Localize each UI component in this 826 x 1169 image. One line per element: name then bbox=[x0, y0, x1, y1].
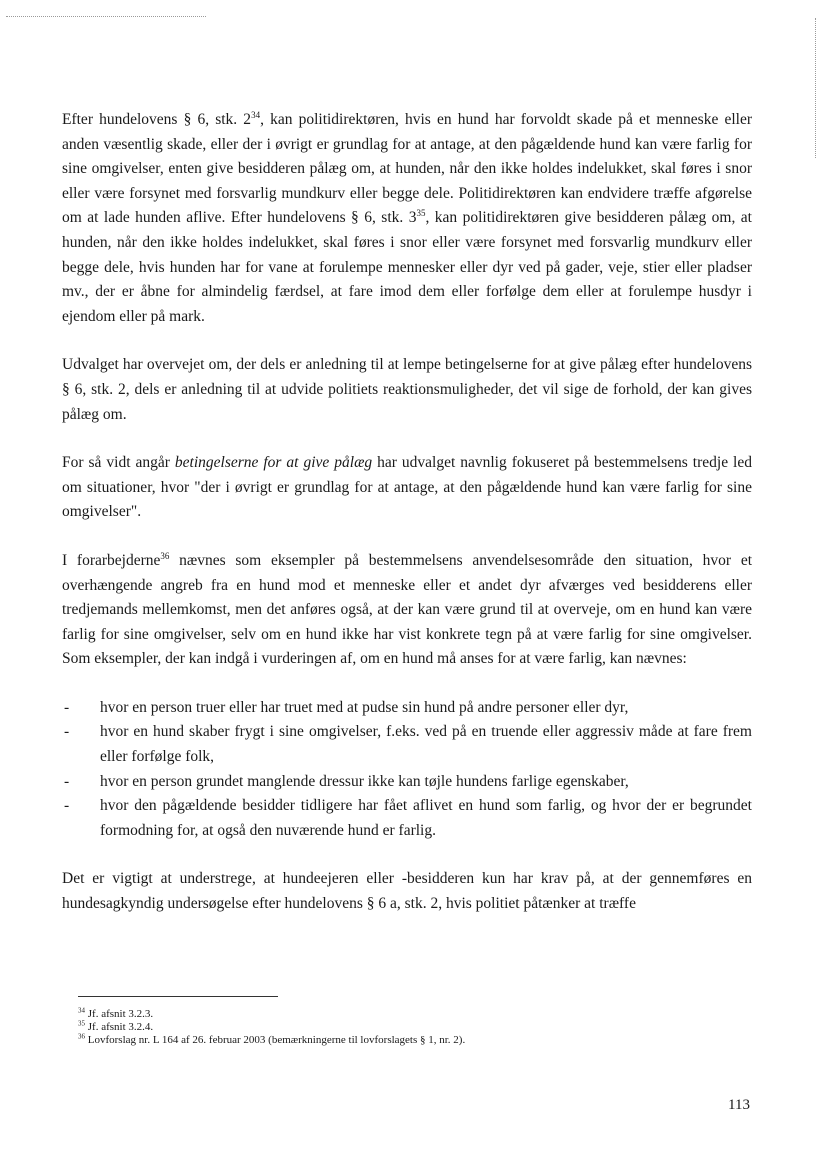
page-number: 113 bbox=[728, 1097, 750, 1113]
list-item bbox=[62, 770, 752, 795]
paragraph-text: , kan politidirektøren give besidderen pålæg om, at hunden, når den ikke holdes indelukket, skal føres i snor eller være forsynet med forsvarlig mundkurv eller begge dele, hvis hunden har for vane at forulempe mennesker eller dyr ved på gader, veje, stier eller pladser mv., der er åbne for almindelig færdsel, at fare imod dem eller forfølge dem eller at forulempe husdyr i ejendom eller på mark. bbox=[62, 209, 752, 325]
paragraph-text: For så vidt angår bbox=[62, 454, 175, 472]
paragraph bbox=[62, 108, 752, 329]
paragraph-text: nævnes som eksempler på bestemmelsens anvendelsesområde den situation, hvor et overhængende angreb fra en hund mod et menneske eller et andet dyr afværges ved besidderens eller tredjemands mellemkomst, men det anføres også, at der kan være grund til at overveje, om en hund kan være farlig for sine omgivelser, selv om en hund ikke har vist konkrete tegn på at være farlig for sine omgivelser. Som eksempler, der kan indgå i vurderingen af, om en hund må anses for at være farlig, kan nævnes: bbox=[62, 551, 752, 668]
paragraph bbox=[62, 549, 752, 672]
paragraph-text: , kan politidirektøren, hvis en hund har forvoldt skade på et menneske eller anden væsentlig skade, eller der i øvrigt er grundlag for at antage, at den pågældende hund kan være farlig for sine omgivelser, enten give besidderen pålæg om, at hunden, når den ikke holdes indelukket, skal føres i snor eller være forsynet med forsvarlig mundkurv eller begge dele. Politidirektøren kan endvidere træffe afgørelse om at lade hunden aflive. Efter hundelovens § 6, stk. 3 bbox=[62, 111, 752, 227]
bullet-dash: - bbox=[64, 772, 70, 790]
footnote-text: Jf. afsnit 3.2.3. bbox=[85, 1008, 154, 1020]
bullet-dash: - bbox=[64, 797, 70, 815]
page-body bbox=[62, 108, 752, 941]
final-paragraph: Det er vigtigt at understrege, at hundeejeren eller -besidderen kun har krav på, at der gennemføres en hundesagkyndig undersøgelse efter hundelovens § 6 a, stk. 2, hvis politiet påtænker at træffe bbox=[62, 870, 752, 913]
footnote bbox=[78, 1008, 698, 1021]
list-item-text: hvor en person grundet manglende dressur ikke kan tøjle hundens farlige egenskaber, bbox=[100, 772, 629, 790]
footnote-reference: 34 bbox=[251, 109, 261, 120]
paragraph-text: Efter hundelovens § 6, stk. 2 bbox=[62, 111, 252, 128]
list-item bbox=[62, 720, 752, 769]
list-item-text: hvor en hund skaber frygt i sine omgivelser, f.eks. ved på en truende eller aggressiv måde at fare frem eller forfølge folk, bbox=[100, 723, 752, 766]
paragraph-text: har udvalget navnlig fokuseret på bestemmelsens tredje led om situationer, hvor "der i øvrigt er grundlag for at antage, at den pågældende hund kan være farlig for sine omgivelser". bbox=[62, 454, 752, 521]
footnote-text: Lovforslag nr. L 164 af 26. februar 2003 (bemærkningerne til lovforslagets § 1, nr. 2). bbox=[85, 1034, 466, 1046]
footnote-separator bbox=[78, 996, 278, 997]
footnote-number: 35 bbox=[78, 1019, 85, 1028]
list-item bbox=[62, 794, 752, 843]
paragraph-text: I forarbejderne bbox=[62, 551, 161, 569]
footnote-number: 36 bbox=[78, 1032, 85, 1041]
scan-edge-right bbox=[815, 18, 816, 158]
emphasis-text: betingelserne for at give pålæg bbox=[174, 454, 373, 472]
list-item bbox=[62, 696, 752, 721]
bullet-dash: - bbox=[64, 698, 70, 716]
footnote bbox=[78, 1034, 698, 1047]
paragraph bbox=[62, 353, 752, 427]
paragraph-text: Udvalget har overvejet om, der dels er anledning til at lempe betingelserne for at give pålæg efter hundelovens § 6, stk. 2, dels er anledning til at udvide politiets reaktionsmuligheder, det vil sige de forhold, der kan gives pålæg om. bbox=[62, 356, 752, 423]
list-item-text: hvor den pågældende besidder tidligere har fået aflivet en hund som farlig, og hvor der er begrundet formodning for, at også den nuværende hund er farlig. bbox=[100, 797, 752, 839]
footnote-text: Jf. afsnit 3.2.4. bbox=[85, 1021, 154, 1033]
bullet-dash: - bbox=[64, 723, 70, 741]
footnotes bbox=[78, 1008, 698, 1047]
bullet-list bbox=[62, 696, 752, 844]
paragraph bbox=[62, 451, 752, 525]
footnote bbox=[78, 1021, 698, 1034]
footnote-number: 34 bbox=[78, 1006, 85, 1015]
scan-edge-top bbox=[6, 16, 206, 17]
list-item-text: hvor en person truer eller har truet med at pudse sin hund på andre personer eller dyr, bbox=[100, 698, 629, 716]
footnote-reference: 35 bbox=[416, 208, 426, 219]
footnote-reference: 36 bbox=[160, 550, 170, 561]
paragraphs bbox=[62, 108, 752, 672]
